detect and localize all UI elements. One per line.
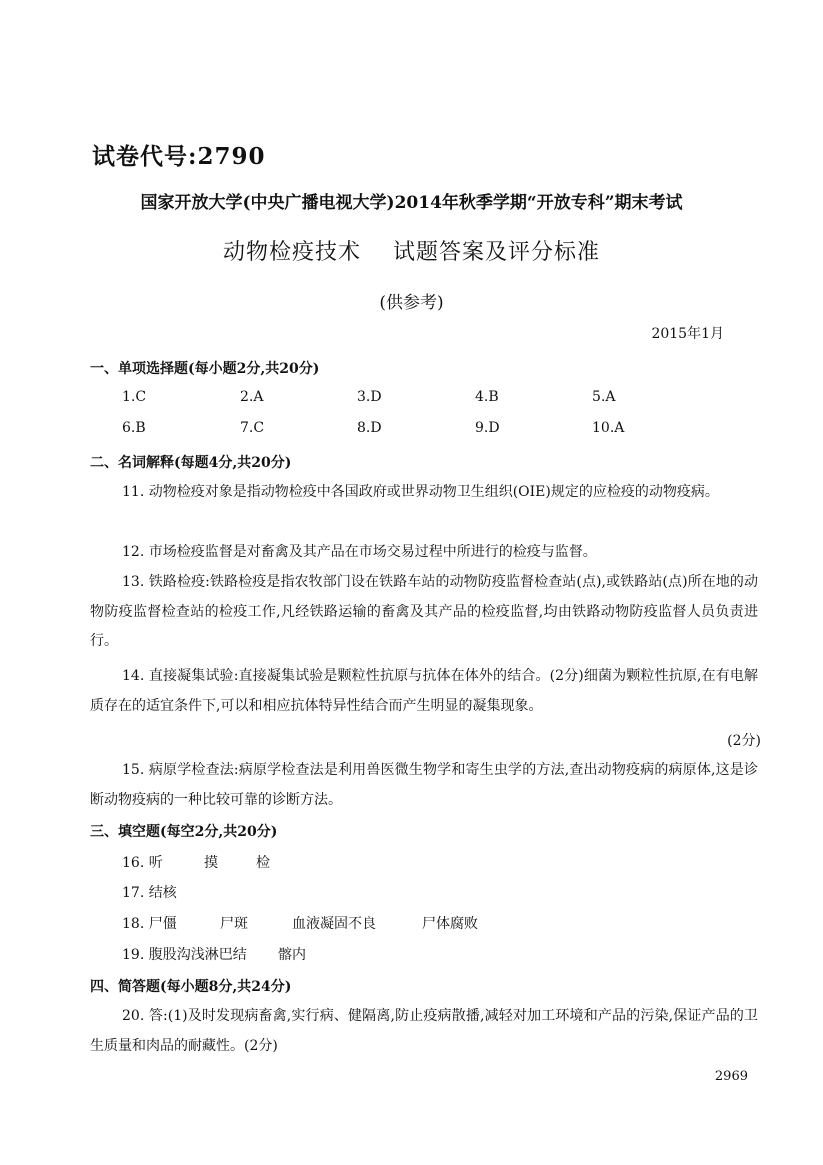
choice-answer: 3.D xyxy=(357,389,382,405)
section-heading-short-answer: 四、简答题(每小题8分,共24分) xyxy=(90,979,292,995)
fill-row xyxy=(122,913,478,933)
exam-name: 国家开放大学(中央广播电视大学)2014年秋季学期“开放专科”期末考试 xyxy=(140,193,683,213)
document-title: 动物检疫技术 试题答案及评分标准 xyxy=(223,240,600,265)
document-date: 2015年1月 xyxy=(651,326,724,342)
fill-answer: 16. 听 xyxy=(122,855,163,871)
fill-row xyxy=(122,944,306,964)
choice-answer: 8.D xyxy=(357,420,382,436)
choice-answer: 2.A xyxy=(240,389,264,405)
answer-paragraph: 12. 市场检疫监督是对畜禽及其产品在市场交易过程中所进行的检疫与监督。 xyxy=(122,544,597,560)
fill-row xyxy=(122,852,270,872)
choice-answer: 7.C xyxy=(240,420,265,436)
section-heading-terms: 二、名词解释(每题4分,共20分) xyxy=(90,455,292,471)
reference-note: (供参考) xyxy=(379,293,444,313)
paper-code: 试卷代号:2790 xyxy=(92,143,266,170)
answer-paragraph: 14. 直接凝集试验:直接凝集试验是颗粒性抗原与抗体在体外的结合。(2分)细菌为颗粒性抗原,在有电解质存在的适宜条件下,可以和相应抗体特异性结合而产生明显的凝集现象。 xyxy=(90,668,758,714)
choice-answer: 6.B xyxy=(122,420,146,436)
fill-answer: 尸斑 xyxy=(220,916,248,932)
answer-paragraph: 13. 铁路检疫:铁路检疫是指农牧部门设在铁路车站的动物防疫监督检查站(点),或铁路站(点)所在地的动物防疫监督检查站的检疫工作,凡经铁路运输的畜禽及其产品的检疫监督,均由铁路动物防疫监督人员负责进行。 xyxy=(90,574,758,649)
answer-paragraph: 20. 答:(1)及时发现病畜禽,实行病、健隔离,防止疫病散播,减轻对加工环境和产品的污染,保证产品的卫生质量和肉品的耐藏性。(2分) xyxy=(90,1008,758,1054)
fill-row xyxy=(122,882,177,902)
page-number: 2969 xyxy=(714,1069,748,1084)
choice-answer: 5.A xyxy=(592,389,616,405)
section-heading-fill: 三、填空题(每空2分,共20分) xyxy=(90,824,278,840)
fill-answer: 18. 尸僵 xyxy=(122,916,177,932)
fill-answer: 摸 xyxy=(204,855,218,871)
section-heading-choice: 一、单项选择题(每小题2分,共20分) xyxy=(90,361,320,377)
fill-answer: 尸体腐败 xyxy=(422,916,478,932)
choice-answer: 10.A xyxy=(592,420,625,436)
fill-answer: 髂内 xyxy=(278,947,306,963)
fill-answer: 检 xyxy=(256,855,270,871)
fill-answer: 19. 腹股沟浅淋巴结 xyxy=(122,947,247,963)
answer-paragraph: 15. 病原学检查法:病原学检查法是利用兽医微生物学和寄生虫学的方法,查出动物疫病的病原体,这是诊断动物疫病的一种比较可靠的诊断方法。 xyxy=(90,762,758,808)
score-note: (2分) xyxy=(727,733,761,749)
fill-answer: 17. 结核 xyxy=(122,885,177,901)
choice-answer: 1.C xyxy=(122,389,147,405)
choice-answer: 9.D xyxy=(475,420,500,436)
choice-answer: 4.B xyxy=(475,389,499,405)
answer-paragraph: 11. 动物检疫对象是指动物检疫中各国政府或世界动物卫生组织(OIE)规定的应检疫的动物疫病。 xyxy=(122,484,719,500)
fill-answer: 血液凝固不良 xyxy=(292,916,376,932)
